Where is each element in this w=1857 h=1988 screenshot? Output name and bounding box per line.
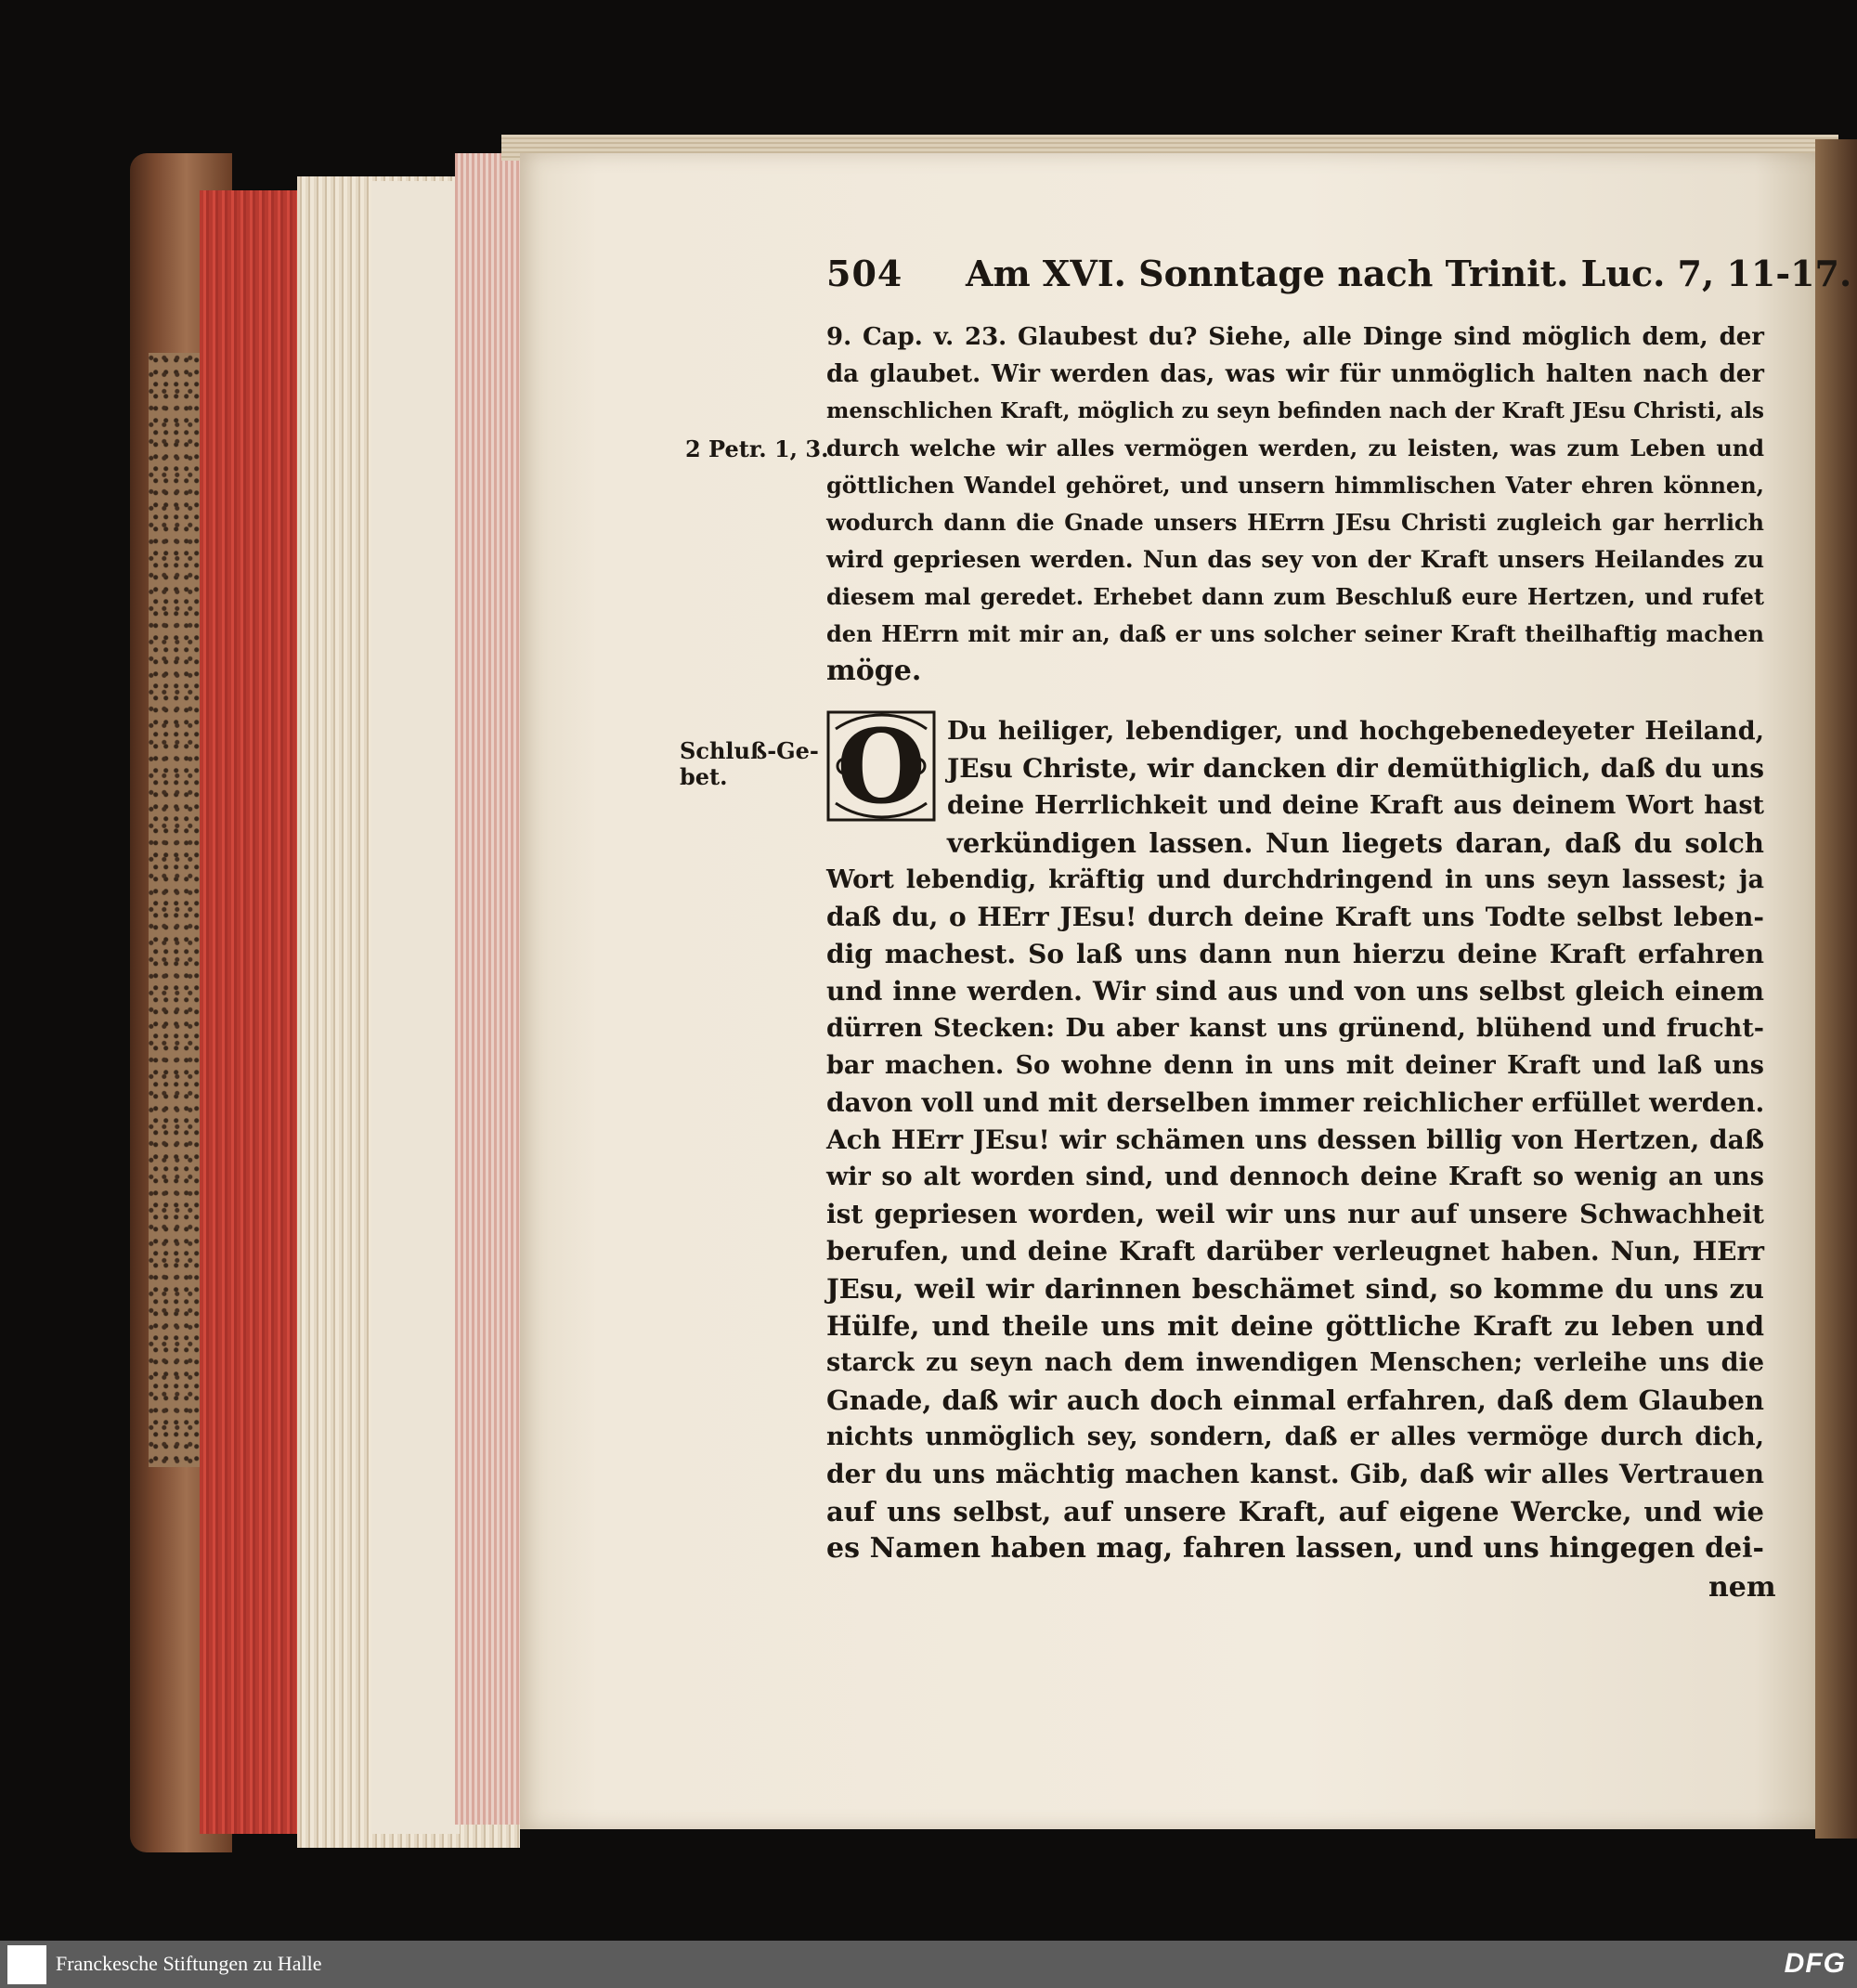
text-line: den HErrn mit mir an, daß er uns solcher seiner Kraft theilhaftig machen [826,620,1764,647]
text-line: wird gepriesen werden. Nun das sey von der Kraft unsers Heilandes zu [826,546,1764,573]
text-line: deine Herrlichkeit und deine Kraft aus deinem Wort hast [947,791,1764,820]
text-line: Ach HErr JEsu! wir schämen uns dessen billig von Hertzen, daß [826,1124,1764,1155]
text-line: daß du, o HErr JEsu! durch deine Kraft uns Todte selbst leben- [826,902,1764,932]
text-line: davon voll und mit derselben immer reichlicher erfüllet werden. [826,1087,1765,1118]
text-line: göttlichen Wandel gehöret, und unsern himmlischen Vater ehren können, [826,472,1764,499]
text-line: dig machest. So laß uns dann nun hierzu deine Kraft erfahren [826,939,1764,969]
running-title: Am XVI. Sonntage nach Trinit. Luc. 7, 11-17. [966,253,1852,294]
page-edges [455,153,529,1825]
text-line: auf uns selbst, auf unsere Kraft, auf eigene Wercke, und wie [826,1496,1764,1527]
text-line: durch welche wir alles vermögen werden, zu leisten, was zum Leben und [826,435,1764,461]
text-line: ist gepriesen worden, weil wir uns nur auf unsere Schwachheit [826,1199,1764,1229]
text-line: es Namen haben mag, fahren lassen, und uns hingegen dei- [826,1532,1764,1565]
margin-label-line: bet. [680,763,728,790]
drop-cap [826,706,936,826]
text-line: Hülfe, und theile uns mit deine göttliche Kraft zu leben und [826,1310,1764,1342]
text-line: wir so alt worden sind, und dennoch deine Kraft so wenig an uns [826,1163,1764,1191]
text-line: möge. [826,655,922,687]
margin-reference: 2 Petr. 1, 3. [685,435,829,462]
text-line: starck zu seyn nach dem inwendigen Menschen; verleihe uns die [826,1348,1764,1377]
text-line: berufen, und deine Kraft darüber verleugnet haben. Nun, HErr [826,1236,1764,1267]
margin-label-line: Schluß-Ge- [680,737,819,764]
text-line: dürren Stecken: Du aber kanst uns grünend, blühend und frucht- [826,1014,1764,1043]
text-line: Gnade, daß wir auch doch einmal erfahren, daß dem Glauben [826,1384,1764,1416]
institution-name: Franckesche Stiftungen zu Halle [56,1952,322,1975]
sermon-end-text [826,318,1764,690]
prayer-indented [947,713,1764,862]
text-line: verkündigen lassen. Nun liegets daran, daß du solch [947,827,1764,859]
text-line: bar machen. So wohne denn in uns mit deiner Kraft und laß uns [826,1051,1764,1080]
text-line: und inne werden. Wir sind aus und von uns selbst gleich einem [826,976,1764,1007]
text-line: JEsu, weil wir darinnen beschämet sind, so komme du uns zu [826,1273,1764,1305]
viewer-footer [0,1941,1857,1988]
text-line: der du uns mächtig machen kanst. Gib, daß wir alles Vertrauen [826,1459,1764,1489]
drop-cap-letter: O [837,706,926,826]
margin-prayer-label [680,738,819,790]
text-line: Wort lebendig, kräftig und durchdringend in uns seyn lassest; ja [826,865,1764,894]
red-page-edge [200,190,297,1834]
institution-logo-icon [7,1945,46,1984]
prayer-text [826,862,1764,1567]
text-line: nichts unmöglich sey, sondern, daß er alles vermöge durch dich, [826,1423,1764,1451]
text-line: menschlichen Kraft, möglich zu seyn befinden nach der Kraft JEsu Christi, als [826,398,1764,423]
text-line: 9. Cap. v. 23. Glaubest du? Siehe, alle Dinge sind möglich dem, der [826,323,1764,351]
dfg-logo: DFG [1784,1948,1846,1979]
text-line: da glaubet. Wir werden das, was wir für unmöglich halten nach der [826,360,1764,388]
text-line: diesem mal geredet. Erhebet dann zum Beschluß eure Hertzen, und rufet [826,583,1764,610]
flyleaf [371,181,460,1834]
catchword: nem [1708,1571,1776,1604]
gutter [1815,139,1857,1839]
text-line: JEsu Christe, wir dancken dir demüthiglich, daß du uns [947,753,1764,784]
text-line: Du heiliger, lebendiger, und hochgebenedeyeter Heiland, [947,717,1764,746]
text-line: wodurch dann die Gnade unsers HErrn JEsu Christi zugleich gar herrlich [826,509,1764,536]
page-number: 504 [826,253,903,294]
